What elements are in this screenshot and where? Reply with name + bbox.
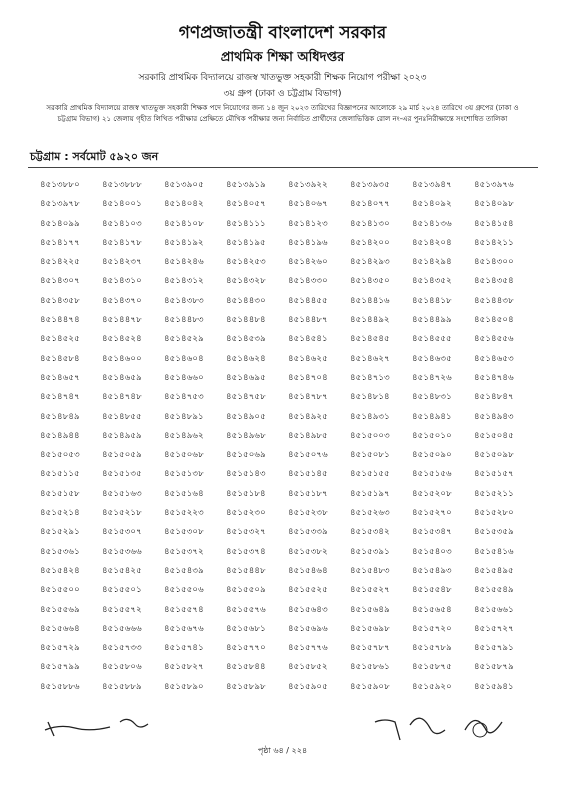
roll-number-cell: ৪৫১৫৩৬১	[40, 546, 80, 557]
roll-number-cell: ৪৫১৫৬৫৪	[412, 604, 452, 615]
divider	[28, 167, 538, 168]
roll-number-cell: ৪৫১৫৩৪২	[350, 527, 390, 538]
table-row	[40, 641, 540, 660]
roll-number-cell: ৪৫১৫৮০৬	[102, 662, 142, 673]
roll-number-cell: ৪৫১৪৬০০	[102, 353, 142, 364]
roll-number-cell: ৪৫১৪৯৬৮	[226, 430, 266, 441]
roll-number-cell: ৪৫১৫৮৯৮	[226, 681, 266, 692]
roll-number-cell: ৪৫১৫৪৮৩	[350, 565, 390, 576]
roll-number-cell: ৪৫১৫১৫৮	[40, 488, 80, 499]
roll-number-cell: ৪৫১৫২৯১	[40, 527, 80, 538]
roll-number-cell: ৪৫১৪১৫৪	[474, 218, 514, 229]
roll-number-cell: ৪৫১৫৪২৪	[40, 565, 80, 576]
roll-number-cell: ৪৫১৫৪৪৮	[226, 565, 266, 576]
roll-number-cell: ৪৫১৪১০৩	[102, 218, 142, 229]
roll-number-cell: ৪৫১৪৫৫৫	[412, 334, 452, 345]
roll-number-cell: ৪৫১৫৭৮৭	[350, 643, 390, 654]
roll-number-cell: ৪৫১৪১১১	[226, 218, 266, 229]
roll-number-cell: ৪৫১৫৮৮৬	[40, 681, 80, 692]
roll-number-cell: ৪৫১৪৫৪৫	[350, 334, 390, 345]
roll-number-cell: ৪৫১৪৩১২	[164, 276, 204, 287]
roll-number-cell: ৪৫১৪৬২৫	[288, 353, 328, 364]
roll-number-cell: ৪৫১৫২১১	[474, 488, 514, 499]
roll-number-cell: ৪৫১৪০৫৭	[226, 199, 266, 210]
roll-number-cell: ৪৫১৫১৬৪	[164, 488, 204, 499]
table-row	[40, 525, 540, 544]
roll-number-cell: ৪৫১৪১৭৭	[40, 237, 80, 248]
roll-number-cell: ৪৫১৪৩৫২	[412, 276, 452, 287]
roll-number-cell: ৪৫১৫৭৯৯	[40, 662, 80, 673]
roll-number-cell: ৪৫১৪৩১০	[102, 276, 142, 287]
roll-number-cell: ৪৫১৪৪৮৭	[288, 315, 328, 326]
roll-number-cell: ৪৫১৪৯৪৪	[40, 430, 80, 441]
roll-number-cell: ৪৫১৪০৭৭	[350, 199, 390, 210]
roll-number-cell: ৪৫১৫৭৯১	[474, 643, 514, 654]
roll-number-cell: ৪৫১৫৮৬১	[350, 662, 390, 673]
roll-number-cell: ৪৫১৫০৯০	[412, 450, 452, 461]
roll-number-cell: ৪৫১৫৯২০	[412, 681, 452, 692]
roll-number-cell: ৪৫১৫৩০৭	[102, 527, 142, 538]
roll-number-cell: ৪৫১৪২৩৭	[102, 257, 142, 268]
table-row	[40, 274, 540, 293]
roll-number-cell: ৪৫১৩৯১৯	[226, 180, 266, 190]
roll-number-cell: ৪৫১৫৩৮২	[288, 546, 328, 557]
roll-number-cell: ৪৫১৫৫৭৬	[226, 604, 266, 615]
notice-text: সরকারি প্রাথমিক বিদ্যালয়ে রাজস্ব খাতভুক্ত সহকারী শিক্ষক পদে নিয়োগের জন্য ১৪ জুন ২০২৩ তারিখের বিজ্ঞাপনের আলোকে ২৯ মার্চ ২০২৪ তারিখে ৩য় গ্রুপের (ঢাকা ও চট্টগ্রাম বিভাগ) ২১ জেলায় গৃহীত লিখিত পরীক্ষার প্রেক্ষিতে মৌখিক পরীক্ষার জন্য নির্বাচিত প্রার্থীদের জেলাভিত্তিক রোল নং-এর পুনঃনিরীক্ষান্তে সংশোধিত তালিকা	[46, 104, 519, 123]
table-row	[40, 236, 540, 255]
table-row	[40, 352, 540, 371]
roll-number-cell: ৪৫১৪৮৫৫	[102, 411, 142, 422]
roll-number-cell: ৪৫১৫৯০৮	[350, 681, 390, 692]
roll-number-cell: ৪৫১৩৯৭৮	[40, 199, 80, 210]
roll-number-cell: ৪৫১৫৫৭৪	[164, 604, 204, 615]
roll-number-cell: ৪৫১৫৩৭২	[164, 546, 204, 557]
roll-number-cell: ৪৫১৫৮৭৯	[474, 662, 514, 673]
table-row	[40, 410, 540, 429]
roll-number-cell: ৪৫১৪০৪২	[164, 199, 204, 210]
roll-number-cell: ৪৫১৪৭৪৬	[474, 372, 514, 383]
roll-number-cell: ৪৫১৫০৯৮	[474, 450, 514, 461]
roll-number-cell: ৪৫১৫৪৬৪	[288, 565, 328, 576]
table-row	[40, 294, 540, 313]
roll-number-cell: ৪৫১৪৭৫৩	[164, 392, 204, 403]
roll-number-cell: ৪৫১৪৬৫৯	[102, 372, 142, 383]
roll-number-cell: ৪৫১৫৪৩৯	[164, 565, 204, 576]
roll-number-cell: ৪৫১৪৫২৫	[40, 334, 80, 345]
roll-number-cell: ৪৫১৫০০৩	[350, 430, 390, 441]
roll-number-cell: ৪৫১৪১৯৬	[288, 237, 328, 248]
roll-number-cell: ৪৫১৪৮৩১	[412, 392, 452, 403]
roll-number-cell: ৪৫১৪২০০	[350, 237, 390, 248]
roll-number-cell: ৪৫১৫২৮০	[474, 508, 514, 519]
table-row	[40, 217, 540, 236]
table-row	[40, 506, 540, 525]
roll-number-cell: ৪৫১৪৭৪৮	[102, 392, 142, 403]
roll-number-cell: ৪৫১৪২৬০	[288, 257, 328, 268]
roll-number-cell: ৪৫১৪৬৩৫	[412, 353, 452, 364]
roll-number-cell: ৪৫১৫১১৫	[40, 469, 80, 480]
roll-number-cell: ৪৫১৩৯২২	[288, 180, 328, 190]
table-row	[40, 448, 540, 467]
roll-number-cell: ৪৫১৫৬৭৬	[164, 623, 204, 634]
roll-number-cell: ৪৫১৪৬৬০	[164, 372, 204, 383]
table-row	[40, 371, 540, 390]
roll-number-cell: ৪৫১৪৯৫৯	[102, 430, 142, 441]
roll-number-cell: ৪৫১৪৪৯৯	[412, 315, 452, 326]
table-row	[40, 467, 540, 486]
roll-number-cell: ৪৫১৪৭০৪	[288, 372, 328, 383]
roll-number-cell: ৪৫১৫০৫৯	[102, 450, 142, 461]
roll-number-cell: ৪৫১৫৮৯০	[164, 681, 204, 692]
roll-number-cell: ৪৫১৫০৫৩	[40, 450, 80, 461]
roll-number-cell: ৪৫১৪০০১	[102, 199, 142, 210]
roll-number-cell: ৪৫১৪৪৩০	[226, 295, 266, 306]
roll-number-cell: ৪৫১৫৬৬১	[474, 604, 514, 615]
signature-right	[370, 700, 510, 745]
roll-number-cell: ৪৫১৫৪১৬	[474, 546, 514, 557]
roll-number-cell: ৪৫১৪৯৮৫	[288, 430, 328, 441]
roll-number-cell: ৪৫১৪৪১৮	[412, 295, 452, 306]
roll-number-cell: ৪৫১৫৬৯৬	[288, 623, 328, 634]
roll-number-cell: ৪৫১৫৫২৫	[288, 585, 328, 596]
table-row	[40, 660, 540, 679]
roll-number-cell: ৪৫১৫৭৪১	[164, 643, 204, 654]
roll-number-cell: ৪৫১৪২৪৬	[164, 257, 204, 268]
roll-number-cell: ৪৫১৪০৬৭	[288, 199, 328, 210]
table-row	[40, 487, 540, 506]
roll-number-cell: ৪৫১৪২১১	[474, 237, 514, 248]
roll-number-cell: ৪৫১৪৫৫৬	[474, 334, 514, 345]
roll-number-cell: ৪৫১৪২৯৩	[350, 257, 390, 268]
table-row	[40, 197, 540, 216]
roll-number-cell: ৪৫১৫৮৮৯	[102, 681, 142, 692]
roll-number-cell: ৪৫১৫১৩৮	[164, 469, 204, 480]
roll-number-cell: ৪৫১৪৬২৪	[226, 353, 266, 364]
roll-number-cell: ৪৫১৫৯০৫	[288, 681, 328, 692]
roll-number-cell: ৪৫১৫৩৬৬	[102, 546, 142, 557]
roll-number-cell: ৪৫১৫১৯৭	[350, 488, 390, 499]
table-row	[40, 545, 540, 564]
roll-number-cell: ৪৫১৫৩৭৪	[226, 546, 266, 557]
roll-number-cell: ৪৫১৪৬৫৭	[40, 372, 80, 383]
roll-number-cell: ৪৫১৪০৯৮	[474, 199, 514, 210]
roll-number-cell: ৪৫১৪১৭৮	[102, 237, 142, 248]
roll-number-cell: ৪৫১৫২৭০	[412, 508, 452, 519]
table-row	[40, 622, 540, 641]
roll-number-cell: ৪৫১৪১০৮	[164, 218, 204, 229]
roll-number-cell: ৪৫১৪৯২৫	[288, 411, 328, 422]
table-row	[40, 603, 540, 622]
roll-number-cell: ৪৫১৪৪৭৪	[40, 315, 80, 326]
roll-number-cell: ৪৫১৪১৩৬	[412, 218, 452, 229]
roll-number-cell: ৪৫১৫৫৬৯	[40, 604, 80, 615]
roll-number-cell: ৪৫১৪৩০৭	[40, 276, 80, 287]
roll-number-cell: ৪৫১৫৬৪৯	[350, 604, 390, 615]
roll-number-cell: ৪৫১৫৪৯৩	[412, 565, 452, 576]
table-row	[40, 390, 540, 409]
roll-number-cell: ৪৫১৩৮৮৮	[102, 180, 142, 190]
roll-number-cell: ৪৫১৫০১০	[412, 430, 452, 441]
roll-number-cell: ৪৫১৫৪০৩	[412, 546, 452, 557]
roll-number-cell: ৪৫১৫৫৪৯	[474, 585, 514, 596]
roll-number-cell: ৪৫১৪৬৯৫	[226, 372, 266, 383]
roll-number-cell: ৪৫১৪১৩০	[350, 218, 390, 229]
roll-number-cell: ৪৫১৪৯৩১	[350, 411, 390, 422]
roll-number-cell: ৪৫১৫৭৭৬	[288, 643, 328, 654]
roll-number-cell: ৪৫১৪৪৯২	[350, 315, 390, 326]
roll-number-cell: ৪৫১৪৩০০	[474, 257, 514, 268]
roll-number-cell: ৪৫১৫৩৪৭	[412, 527, 452, 538]
roll-number-cell: ৪৫১৪৯৬২	[164, 430, 204, 441]
roll-number-cell: ৪৫১৫২২৩	[164, 508, 204, 519]
roll-number-cell: ৪৫১৫৭৮৯	[412, 643, 452, 654]
roll-number-cell: ৪৫১৫৫৪৮	[412, 585, 452, 596]
roll-number-cell: ৪৫১৫৬৬৬	[102, 623, 142, 634]
roll-number-cell: ৪৫১৫৭৩৩	[102, 643, 142, 654]
roll-number-cell: ৪৫১৫১৪৫	[288, 469, 328, 480]
table-row	[40, 583, 540, 602]
roll-number-cell: ৪৫১৫৬৪৩	[288, 604, 328, 615]
roll-number-cell: ৪৫১৫২৩৮	[288, 508, 328, 519]
roll-number-cell: ৪৫১৫৫০০	[40, 585, 80, 596]
roll-number-cell: ৪৫১৪৩৭০	[102, 295, 142, 306]
roll-number-cell: ৪৫১৫০৬৮	[164, 450, 204, 461]
roll-number-cell: ৪৫১৩৯৭৬	[474, 180, 514, 190]
roll-number-cell: ৪৫১৫৮৪৪	[226, 662, 266, 673]
roll-number-cell: ৪৫১৫৯৪১	[474, 681, 514, 692]
table-row	[40, 429, 540, 448]
roll-number-cell: ৪৫১৪২৯৪	[412, 257, 452, 268]
table-row	[40, 178, 540, 197]
roll-number-cell: ৪৫১৫২১৪	[40, 508, 80, 519]
roll-number-cell: ৪৫১৪৯৪৩	[474, 411, 514, 422]
roll-number-cell: ৪৫১৫৫৭২	[102, 604, 142, 615]
roll-number-cell: ৪৫১৫৫০৬	[164, 585, 204, 596]
roll-number-cell: ৪৫১৪১৯২	[164, 237, 204, 248]
roll-number-cell: ৪৫১৫৫০৯	[226, 585, 266, 596]
roll-number-cell: ৪৫১৪৩২৮	[226, 276, 266, 287]
roll-number-cell: ৪৫১৫০৭৬	[288, 450, 328, 461]
roll-number-cell: ৪৫১৪৫৮৪	[40, 353, 80, 364]
roll-number-cell: ৪৫১৪০৯২	[412, 199, 452, 210]
roll-number-cell: ৪৫১৫৮৫২	[288, 662, 328, 673]
roll-number-cell: ৪৫১৩৮৮০	[40, 180, 80, 190]
roll-number-cell: ৪৫১৫৩৯১	[350, 546, 390, 557]
roll-number-cell: ৪৫১৫১৮৭	[288, 488, 328, 499]
roll-number-cell: ৪৫১৪৭৫৮	[226, 392, 266, 403]
roll-number-cell: ৪৫১৪৫২৯	[164, 334, 204, 345]
roll-number-cell: ৪৫১৪০৯৯	[40, 218, 80, 229]
roll-number-cell: ৪৫১৫৭২০	[412, 623, 452, 634]
exam-title: সরকারি প্রাথমিক বিদ্যালয়ে রাজস্ব খাতভুক্ত সহকারী শিক্ষক নিয়োগ পরীক্ষা ২০২৩	[138, 73, 427, 83]
roll-number-cell: ৪৫১৫৮৭৫	[412, 662, 452, 673]
roll-number-cell: ৪৫১৩৯৩৫	[350, 180, 390, 190]
roll-number-cell: ৪৫১৪৯৪১	[412, 411, 452, 422]
roll-number-cell: ৪৫১৪৪৩৮	[474, 295, 514, 306]
roll-number-cell: ৪৫১৫৮২৭	[164, 662, 204, 673]
roll-number-cell: ৪৫১৫১৬৩	[102, 488, 142, 499]
roll-number-cell: ৪৫১৪৭৮৭	[288, 392, 328, 403]
roll-number-cell: ৪৫১৫৩২৭	[226, 527, 266, 538]
roll-number-cell: ৪৫১৫১৩৫	[102, 469, 142, 480]
table-row	[40, 680, 540, 699]
roll-number-cell: ৪৫১৪৪৮৪	[226, 315, 266, 326]
roll-number-cell: ৪৫১৪১২৩	[288, 218, 328, 229]
roll-number-cell: ৪৫১৪৬০৪	[164, 353, 204, 364]
table-row	[40, 332, 540, 351]
roll-number-cell: ৪৫১৪৪৮৩	[164, 315, 204, 326]
roll-number-cell: ৪৫১৪৮১৪	[350, 392, 390, 403]
roll-number-cell: ৪৫১৫৬৯৮	[350, 623, 390, 634]
table-row	[40, 564, 540, 583]
roll-number-cell: ৪৫১৪৬৫৩	[474, 353, 514, 364]
roll-number-cell: ৪৫১৩৯৪৭	[412, 180, 452, 190]
roll-number-cell: ৪৫১৪৮৯১	[164, 411, 204, 422]
roll-number-cell: ৪৫১৫৫২৭	[350, 585, 390, 596]
roll-number-cell: ৪৫১৫১৫৭	[474, 469, 514, 480]
roll-number-cell: ৪৫১৪৫৩৯	[226, 334, 266, 345]
roll-number-cell: ৪৫১৪৪৫৫	[288, 295, 328, 306]
table-row	[40, 313, 540, 332]
roll-number-cell: ৪৫১৫৩০৮	[164, 527, 204, 538]
roll-number-cell: ৪৫১৪৫০৪	[474, 315, 514, 326]
roll-number-cell: ৪৫১৪৯০৫	[226, 411, 266, 422]
district-heading: চট্টগ্রাম : সর্বমোট ৫৯২০ জন	[30, 150, 159, 163]
roll-number-cell: ৪৫১৪৩৩০	[288, 276, 328, 287]
table-row	[40, 255, 540, 274]
roll-number-cell: ৪৫১৪৬২৭	[350, 353, 390, 364]
roll-number-cell: ৪৫১৫৪২৫	[102, 565, 142, 576]
roll-number-cell: ৪৫১৪৪১৬	[350, 295, 390, 306]
roll-number-cell: ৪৫১৫২০৮	[412, 488, 452, 499]
roll-number-cell: ৪৫১৪২২৫	[40, 257, 80, 268]
roll-number-cell: ৪৫১৪৩৮৩	[164, 295, 204, 306]
signature-left	[40, 712, 160, 742]
roll-number-cell: ৪৫১৪৩৫০	[350, 276, 390, 287]
roll-number-cell: ৪৫১৫৭৭০	[226, 643, 266, 654]
roll-number-cell: ৪৫১৪৩৫৮	[40, 295, 80, 306]
roll-number-cell: ৪৫১৫০৪৫	[474, 430, 514, 441]
roll-number-cell: ৪৫১৫২১৮	[102, 508, 142, 519]
roll-number-cell: ৪৫১৫২৩০	[226, 508, 266, 519]
roll-number-cell: ৪৫১৫১৪৩	[226, 469, 266, 480]
roll-number-cell: ৪৫১৪৭১৩	[350, 372, 390, 383]
roll-number-cell: ৪৫১৪২৫৩	[226, 257, 266, 268]
roll-number-cell: ৪৫১৫৭২৭	[474, 623, 514, 634]
roll-number-cell: ৪৫১৪১৯৫	[226, 237, 266, 248]
roll-number-table	[40, 178, 540, 699]
government-title: গণপ্রজাতন্ত্রী বাংলাদেশ সরকার	[178, 23, 387, 43]
group-title: ৩য় গ্রুপ (ঢাকা ও চট্টগ্রাম বিভাগ)	[223, 89, 342, 99]
roll-number-cell: ৪৫১৫৭২৯	[40, 643, 80, 654]
roll-number-cell: ৪৫১৪৩৫৪	[474, 276, 514, 287]
page-number: পৃষ্ঠা ৬৪ / ২২৪	[257, 746, 308, 755]
roll-number-cell: ৪৫১৫১৫৫	[350, 469, 390, 480]
roll-number-cell: ৪৫১৫৩৫৯	[474, 527, 514, 538]
roll-number-cell: ৪৫১৪৮৪৭	[474, 392, 514, 403]
roll-number-cell: ৪৫১৫০৮১	[350, 450, 390, 461]
roll-number-cell: ৪৫১৫৬৮১	[226, 623, 266, 634]
roll-number-cell: ৪৫১৪৪৭৮	[102, 315, 142, 326]
roll-number-cell: ৪৫১৪৮৪৯	[40, 411, 80, 422]
roll-number-cell: ৪৫১৫০৬৯	[226, 450, 266, 461]
roll-number-cell: ৪৫১৫১৮৪	[226, 488, 266, 499]
roll-number-cell: ৪৫১৩৯০৫	[164, 180, 204, 190]
roll-number-cell: ৪৫১৫৪৯৫	[474, 565, 514, 576]
roll-number-cell: ৪৫১৫৬৬৪	[40, 623, 80, 634]
roll-number-cell: ৪৫১৫৩৩৯	[288, 527, 328, 538]
roll-number-cell: ৪৫১৫১৫৬	[412, 469, 452, 480]
roll-number-cell: ৪৫১৪৭৪৭	[40, 392, 80, 403]
department-title: প্রাথমিক শিক্ষা অধিদপ্তর	[220, 50, 345, 65]
roll-number-cell: ৪৫১৫৫০১	[102, 585, 142, 596]
roll-number-cell: ৪৫১৪২০৪	[412, 237, 452, 248]
roll-number-cell: ৪৫১৪৫২৪	[102, 334, 142, 345]
roll-number-cell: ৪৫১৪৫৪১	[288, 334, 328, 345]
roll-number-cell: ৪৫১৫২৬৩	[350, 508, 390, 519]
roll-number-cell: ৪৫১৪৭২৬	[412, 372, 452, 383]
